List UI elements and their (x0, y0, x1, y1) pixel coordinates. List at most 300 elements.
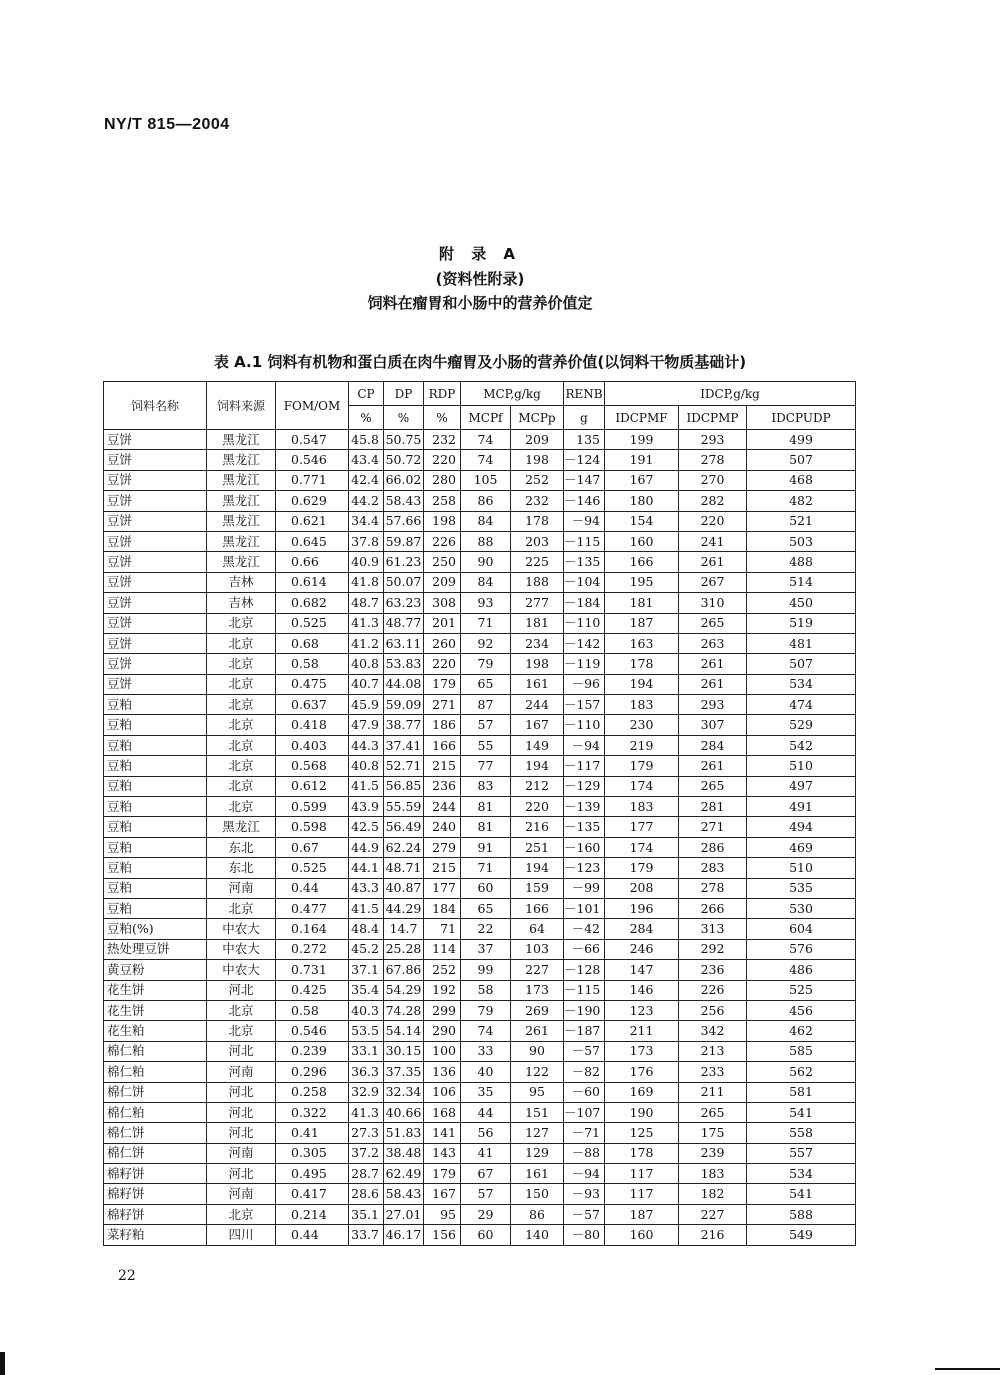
cell-idcpudp: 510 (747, 756, 856, 776)
cell-mcpf: 33 (461, 1041, 511, 1061)
cell-rdp: 141 (424, 1123, 461, 1143)
cell-idcpudp: 503 (747, 531, 856, 551)
cell-cp: 41.3 (349, 613, 384, 633)
table-row (104, 837, 856, 857)
cell-fom-om: 0.272 (276, 939, 349, 959)
cell-mcpp: 129 (511, 1143, 564, 1163)
cell-cp: 44.1 (349, 858, 384, 878)
cell-renb: －139 (564, 797, 605, 817)
cell-renb: －104 (564, 572, 605, 592)
cell-idcpmf: 176 (605, 1062, 679, 1082)
table-row (104, 511, 856, 531)
table-caption: 表 A.1 饲料有机物和蛋白质在肉牛瘤胃及小肠的营养价值(以饲料干物质基础计) (213, 353, 747, 371)
cell-idcpmf: 187 (605, 1204, 679, 1224)
cell-mcpp: 167 (511, 715, 564, 735)
header-feed-name: 饲料名称 (104, 382, 207, 430)
cell-idcpmp: 271 (679, 817, 747, 837)
cell-rdp: 215 (424, 858, 461, 878)
cell-fom-om: 0.477 (276, 898, 349, 918)
cell-idcpudp: 541 (747, 1102, 856, 1122)
nutrition-table (103, 381, 856, 1246)
cell-feed-source: 黑龙江 (207, 430, 276, 450)
cell-feed-source: 河北 (207, 1082, 276, 1102)
cell-idcpmf: 183 (605, 797, 679, 817)
cell-feed-source: 黑龙江 (207, 491, 276, 511)
cell-idcpudp: 541 (747, 1184, 856, 1204)
cell-cp: 40.3 (349, 1000, 384, 1020)
cell-fom-om: 0.621 (276, 511, 349, 531)
cell-mcpf: 55 (461, 735, 511, 755)
cell-cp: 40.8 (349, 654, 384, 674)
cell-cp: 37.8 (349, 531, 384, 551)
cell-idcpmf: 191 (605, 450, 679, 470)
cell-idcpmf: 117 (605, 1184, 679, 1204)
cell-feed-name: 豆粕 (104, 858, 207, 878)
cell-idcpmf: 190 (605, 1102, 679, 1122)
cell-idcpmf: 208 (605, 878, 679, 898)
cell-feed-name: 豆粕 (104, 817, 207, 837)
cell-idcpmf: 147 (605, 960, 679, 980)
cell-feed-name: 豆饼 (104, 572, 207, 592)
cell-cp: 33.1 (349, 1041, 384, 1061)
cell-mcpf: 84 (461, 511, 511, 531)
cell-idcpmf: 163 (605, 633, 679, 653)
header-dp: DP (384, 382, 424, 406)
cell-idcpmp: 292 (679, 939, 747, 959)
cell-mcpf: 37 (461, 939, 511, 959)
cell-rdp: 179 (424, 674, 461, 694)
cell-idcpudp: 486 (747, 960, 856, 980)
cell-idcpudp: 482 (747, 491, 856, 511)
cell-renb: 135 (564, 430, 605, 450)
cell-cp: 45.8 (349, 430, 384, 450)
cell-rdp: 168 (424, 1102, 461, 1122)
cell-fom-om: 0.44 (276, 1225, 349, 1245)
cell-idcpudp: 488 (747, 552, 856, 572)
cell-idcpudp: 529 (747, 715, 856, 735)
cell-cp: 42.5 (349, 817, 384, 837)
cell-feed-source: 黑龙江 (207, 511, 276, 531)
cell-feed-source: 中农大 (207, 960, 276, 980)
cell-cp: 48.7 (349, 593, 384, 613)
cell-rdp: 250 (424, 552, 461, 572)
table-row (104, 552, 856, 572)
cell-idcpmp: 342 (679, 1021, 747, 1041)
table-row (104, 960, 856, 980)
cell-fom-om: 0.525 (276, 613, 349, 633)
cell-renb: －135 (564, 552, 605, 572)
cell-feed-name: 豆饼 (104, 613, 207, 633)
cell-fom-om: 0.322 (276, 1102, 349, 1122)
table-row (104, 695, 856, 715)
cell-mcpp: 209 (511, 430, 564, 450)
cell-fom-om: 0.599 (276, 797, 349, 817)
cell-dp: 14.7 (384, 919, 424, 939)
cell-renb: －82 (564, 1062, 605, 1082)
cell-idcpmp: 220 (679, 511, 747, 531)
cell-fom-om: 0.403 (276, 735, 349, 755)
cell-idcpudp: 588 (747, 1204, 856, 1224)
cell-mcpf: 71 (461, 613, 511, 633)
cell-feed-name: 豆饼 (104, 654, 207, 674)
cell-idcpmp: 227 (679, 1204, 747, 1224)
cell-idcpmp: 267 (679, 572, 747, 592)
table-row (104, 674, 856, 694)
cell-feed-name: 棉仁饼 (104, 1123, 207, 1143)
cell-cp: 33.7 (349, 1225, 384, 1245)
cell-rdp: 179 (424, 1164, 461, 1184)
cell-fom-om: 0.614 (276, 572, 349, 592)
cell-feed-source: 黑龙江 (207, 817, 276, 837)
appendix-heading: 饲料在瘤胃和小肠中的营养价值定 (367, 294, 593, 312)
cell-fom-om: 0.637 (276, 695, 349, 715)
cell-cp: 35.4 (349, 980, 384, 1000)
cell-renb: －117 (564, 756, 605, 776)
cell-idcpmf: 180 (605, 491, 679, 511)
cell-feed-name: 花生粕 (104, 1021, 207, 1041)
cell-idcpudp: 604 (747, 919, 856, 939)
cell-idcpudp: 534 (747, 674, 856, 694)
cell-idcpudp: 494 (747, 817, 856, 837)
cell-idcpmp: 213 (679, 1041, 747, 1061)
cell-idcpudp: 585 (747, 1041, 856, 1061)
cell-cp: 37.1 (349, 960, 384, 980)
cell-renb: －60 (564, 1082, 605, 1102)
cell-renb: －146 (564, 491, 605, 511)
cell-feed-source: 北京 (207, 898, 276, 918)
cell-idcpudp: 507 (747, 450, 856, 470)
cell-mcpp: 127 (511, 1123, 564, 1143)
cell-idcpudp: 581 (747, 1082, 856, 1102)
cell-fom-om: 0.645 (276, 531, 349, 551)
cell-feed-source: 四川 (207, 1225, 276, 1245)
table-row (104, 715, 856, 735)
header-feed-source: 饲料来源 (207, 382, 276, 430)
table-row (104, 450, 856, 470)
scan-edge-mark (0, 1352, 5, 1375)
cell-idcpmp: 293 (679, 430, 747, 450)
cell-dp: 58.43 (384, 491, 424, 511)
cell-cp: 41.5 (349, 898, 384, 918)
cell-dp: 54.29 (384, 980, 424, 1000)
table-row (104, 817, 856, 837)
cell-mcpf: 65 (461, 674, 511, 694)
cell-cp: 45.2 (349, 939, 384, 959)
table-row (104, 572, 856, 592)
cell-mcpf: 74 (461, 430, 511, 450)
cell-renb: －124 (564, 450, 605, 470)
table-row (104, 939, 856, 959)
cell-mcpf: 93 (461, 593, 511, 613)
cell-feed-source: 北京 (207, 756, 276, 776)
cell-mcpf: 79 (461, 654, 511, 674)
cell-idcpmp: 270 (679, 470, 747, 490)
cell-idcpmf: 174 (605, 776, 679, 796)
cell-feed-name: 棉仁饼 (104, 1082, 207, 1102)
cell-idcpmf: 160 (605, 1225, 679, 1245)
cell-mcpf: 105 (461, 470, 511, 490)
cell-idcpmp: 226 (679, 980, 747, 1000)
cell-renb: －57 (564, 1041, 605, 1061)
cell-dp: 38.77 (384, 715, 424, 735)
cell-idcpmf: 195 (605, 572, 679, 592)
cell-mcpp: 261 (511, 1021, 564, 1041)
cell-renb: －142 (564, 633, 605, 653)
cell-dp: 50.75 (384, 430, 424, 450)
cell-idcpmf: 246 (605, 939, 679, 959)
cell-dp: 66.02 (384, 470, 424, 490)
cell-idcpudp: 542 (747, 735, 856, 755)
cell-feed-source: 北京 (207, 613, 276, 633)
cell-mcpf: 57 (461, 715, 511, 735)
cell-dp: 30.15 (384, 1041, 424, 1061)
cell-mcpf: 90 (461, 552, 511, 572)
cell-idcpmf: 178 (605, 654, 679, 674)
cell-cp: 40.8 (349, 756, 384, 776)
cell-feed-source: 河南 (207, 1184, 276, 1204)
cell-mcpp: 194 (511, 756, 564, 776)
cell-idcpmf: 196 (605, 898, 679, 918)
cell-feed-name: 豆粕 (104, 695, 207, 715)
cell-rdp: 136 (424, 1062, 461, 1082)
table-row (104, 776, 856, 796)
cell-mcpf: 92 (461, 633, 511, 653)
cell-mcpf: 77 (461, 756, 511, 776)
header-dp-unit: % (384, 406, 424, 430)
cell-fom-om: 0.598 (276, 817, 349, 837)
cell-renb: －135 (564, 817, 605, 837)
cell-feed-source: 河北 (207, 980, 276, 1000)
cell-idcpudp: 456 (747, 1000, 856, 1020)
cell-fom-om: 0.239 (276, 1041, 349, 1061)
cell-idcpudp: 558 (747, 1123, 856, 1143)
cell-idcpmp: 310 (679, 593, 747, 613)
cell-feed-source: 河南 (207, 1062, 276, 1082)
table-row (104, 1123, 856, 1143)
cell-mcpf: 65 (461, 898, 511, 918)
cell-idcpmp: 175 (679, 1123, 747, 1143)
cell-idcpmp: 261 (679, 674, 747, 694)
cell-feed-source: 北京 (207, 633, 276, 653)
cell-renb: －160 (564, 837, 605, 857)
cell-idcpmf: 167 (605, 470, 679, 490)
cell-idcpmp: 182 (679, 1184, 747, 1204)
cell-feed-source: 黑龙江 (207, 470, 276, 490)
cell-dp: 50.72 (384, 450, 424, 470)
cell-idcpmf: 178 (605, 1143, 679, 1163)
cell-feed-source: 北京 (207, 1021, 276, 1041)
cell-dp: 74.28 (384, 1000, 424, 1020)
cell-renb: －42 (564, 919, 605, 939)
cell-idcpmp: 263 (679, 633, 747, 653)
cell-mcpp: 216 (511, 817, 564, 837)
cell-cp: 43.3 (349, 878, 384, 898)
cell-feed-name: 豆粕 (104, 715, 207, 735)
cell-mcpp: 198 (511, 450, 564, 470)
cell-idcpmp: 265 (679, 1102, 747, 1122)
cell-cp: 35.1 (349, 1204, 384, 1224)
cell-feed-source: 黑龙江 (207, 450, 276, 470)
cell-renb: －128 (564, 960, 605, 980)
cell-renb: －94 (564, 1164, 605, 1184)
cell-mcpp: 140 (511, 1225, 564, 1245)
cell-rdp: 220 (424, 450, 461, 470)
cell-feed-name: 菜籽粕 (104, 1225, 207, 1245)
cell-mcpp: 227 (511, 960, 564, 980)
cell-renb: －99 (564, 878, 605, 898)
cell-idcpmp: 236 (679, 960, 747, 980)
cell-feed-name: 豆饼 (104, 430, 207, 450)
cell-fom-om: 0.417 (276, 1184, 349, 1204)
cell-rdp: 244 (424, 797, 461, 817)
cell-rdp: 260 (424, 633, 461, 653)
cell-fom-om: 0.629 (276, 491, 349, 511)
cell-idcpmp: 211 (679, 1082, 747, 1102)
cell-fom-om: 0.418 (276, 715, 349, 735)
cell-rdp: 184 (424, 898, 461, 918)
cell-fom-om: 0.305 (276, 1143, 349, 1163)
cell-feed-source: 河北 (207, 1123, 276, 1143)
cell-rdp: 186 (424, 715, 461, 735)
header-rdp-unit: % (424, 406, 461, 430)
table-row (104, 980, 856, 1000)
cell-cp: 41.5 (349, 776, 384, 796)
cell-feed-name: 豆饼 (104, 552, 207, 572)
header-fom-om: FOM/OM (276, 382, 349, 430)
cell-fom-om: 0.58 (276, 1000, 349, 1020)
cell-cp: 44.2 (349, 491, 384, 511)
cell-idcpmp: 293 (679, 695, 747, 715)
header-mcpp: MCPp (511, 406, 564, 430)
cell-cp: 34.4 (349, 511, 384, 531)
cell-mcpf: 83 (461, 776, 511, 796)
cell-fom-om: 0.682 (276, 593, 349, 613)
cell-dp: 51.83 (384, 1123, 424, 1143)
table-row (104, 1204, 856, 1224)
cell-cp: 32.9 (349, 1082, 384, 1102)
cell-cp: 40.9 (349, 552, 384, 572)
cell-idcpudp: 525 (747, 980, 856, 1000)
cell-idcpmp: 265 (679, 776, 747, 796)
cell-idcpmf: 177 (605, 817, 679, 837)
cell-mcpf: 87 (461, 695, 511, 715)
cell-dp: 61.23 (384, 552, 424, 572)
cell-feed-name: 豆饼 (104, 593, 207, 613)
cell-idcpmf: 169 (605, 1082, 679, 1102)
cell-idcpudp: 499 (747, 430, 856, 450)
cell-idcpmp: 239 (679, 1143, 747, 1163)
cell-feed-source: 北京 (207, 695, 276, 715)
cell-dp: 50.07 (384, 572, 424, 592)
cell-mcpp: 122 (511, 1062, 564, 1082)
cell-feed-source: 黑龙江 (207, 531, 276, 551)
cell-mcpp: 103 (511, 939, 564, 959)
cell-feed-source: 吉林 (207, 572, 276, 592)
cell-dp: 37.41 (384, 735, 424, 755)
cell-fom-om: 0.612 (276, 776, 349, 796)
cell-cp: 44.3 (349, 735, 384, 755)
cell-mcpp: 212 (511, 776, 564, 796)
table-row (104, 613, 856, 633)
cell-mcpf: 57 (461, 1184, 511, 1204)
cell-mcpp: 269 (511, 1000, 564, 1020)
appendix-subtitle: (资料性附录) (435, 270, 525, 288)
header-renb-unit: g (564, 406, 605, 430)
cell-mcpp: 161 (511, 674, 564, 694)
cell-feed-source: 北京 (207, 674, 276, 694)
cell-feed-name: 棉仁粕 (104, 1041, 207, 1061)
cell-fom-om: 0.771 (276, 470, 349, 490)
cell-renb: －71 (564, 1123, 605, 1143)
table-row (104, 1000, 856, 1020)
cell-idcpudp: 497 (747, 776, 856, 796)
cell-idcpmp: 278 (679, 450, 747, 470)
cell-cp: 44.9 (349, 837, 384, 857)
cell-cp: 41.8 (349, 572, 384, 592)
cell-mcpf: 56 (461, 1123, 511, 1143)
cell-renb: －96 (564, 674, 605, 694)
cell-renb: －157 (564, 695, 605, 715)
cell-renb: －190 (564, 1000, 605, 1020)
cell-rdp: 106 (424, 1082, 461, 1102)
cell-cp: 42.4 (349, 470, 384, 490)
cell-feed-name: 豆粕 (104, 797, 207, 817)
cell-idcpmf: 219 (605, 735, 679, 755)
cell-dp: 53.83 (384, 654, 424, 674)
cell-feed-source: 吉林 (207, 593, 276, 613)
cell-rdp: 198 (424, 511, 461, 531)
cell-fom-om: 0.66 (276, 552, 349, 572)
cell-rdp: 143 (424, 1143, 461, 1163)
table-row (104, 1041, 856, 1061)
cell-mcpf: 29 (461, 1204, 511, 1224)
cell-idcpmp: 233 (679, 1062, 747, 1082)
cell-cp: 47.9 (349, 715, 384, 735)
table-row (104, 654, 856, 674)
cell-dp: 57.66 (384, 511, 424, 531)
cell-idcpmp: 278 (679, 878, 747, 898)
cell-renb: －94 (564, 511, 605, 531)
cell-mcpf: 99 (461, 960, 511, 980)
cell-rdp: 258 (424, 491, 461, 511)
table-row (104, 491, 856, 511)
cell-rdp: 215 (424, 756, 461, 776)
cell-dp: 52.71 (384, 756, 424, 776)
cell-idcpmf: 160 (605, 531, 679, 551)
cell-idcpudp: 557 (747, 1143, 856, 1163)
cell-renb: －80 (564, 1225, 605, 1245)
cell-fom-om: 0.214 (276, 1204, 349, 1224)
cell-dp: 58.43 (384, 1184, 424, 1204)
cell-mcpp: 244 (511, 695, 564, 715)
table-row (104, 756, 856, 776)
cell-fom-om: 0.547 (276, 430, 349, 450)
cell-feed-name: 棉籽饼 (104, 1204, 207, 1224)
cell-idcpmp: 313 (679, 919, 747, 939)
cell-mcpf: 60 (461, 878, 511, 898)
cell-idcpmf: 187 (605, 613, 679, 633)
cell-mcpp: 232 (511, 491, 564, 511)
cell-fom-om: 0.296 (276, 1062, 349, 1082)
cell-rdp: 271 (424, 695, 461, 715)
cell-renb: －184 (564, 593, 605, 613)
cell-idcpudp: 491 (747, 797, 856, 817)
document-code: NY/T 815—2004 (104, 116, 230, 133)
cell-dp: 25.28 (384, 939, 424, 959)
cell-idcpmf: 146 (605, 980, 679, 1000)
cell-idcpmf: 211 (605, 1021, 679, 1041)
cell-feed-source: 河南 (207, 1143, 276, 1163)
